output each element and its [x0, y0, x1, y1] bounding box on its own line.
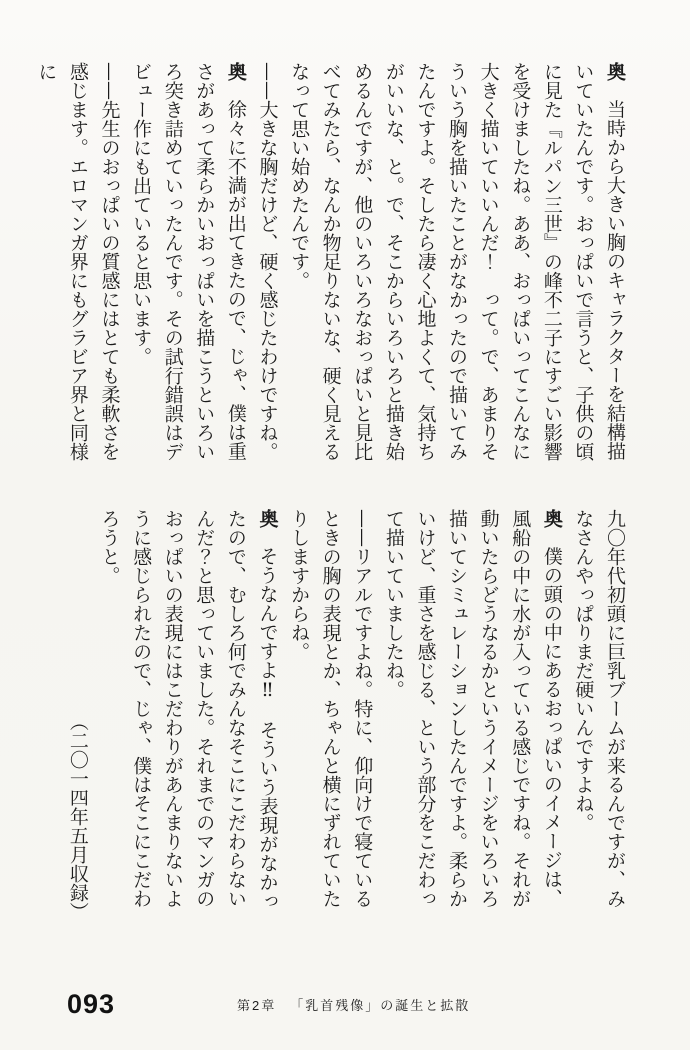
speaker-label: 奥 [256, 509, 279, 528]
speaker-label: 奥 [540, 509, 563, 528]
paragraph-interviewer-1 [251, 62, 283, 479]
text-block-top [35, 62, 630, 479]
paragraph-text: ——大きな胸だけど、硬く感じたわけですね。 [256, 62, 279, 461]
paragraph-oku-2 [125, 62, 251, 479]
paragraph-oku-4 [93, 509, 283, 921]
speaker-label: 奥 [224, 62, 247, 81]
paragraph-recording-date [61, 509, 93, 921]
running-footer [237, 995, 470, 1014]
paragraph-text: ——先生のおっぱいの質感にはとても柔軟さを感じます。エロマンガ界にもグラビア界と同様に [35, 62, 121, 461]
speaker-label: 奥 [604, 62, 626, 81]
chapter-label: 第2章 [237, 998, 277, 1013]
paragraph-oku-3 [377, 509, 567, 921]
paragraph-interviewer-3 [282, 509, 377, 921]
paragraph-text: 徐々に不満が出てきたので、じゃ、僕は重さがあって柔らかいおっぱいを描こうといろいろ突き詰めていったんです。その試行錯誤はデビュー作にも出ていると思います。 [130, 62, 247, 461]
paragraph-interviewer-2-continued [567, 509, 630, 921]
text-block-bottom [66, 509, 630, 921]
page-number: 093 [67, 989, 116, 1019]
chapter-title: 「乳首残像」の誕生と拡散 [290, 998, 471, 1013]
paragraph-text: そうなんですよ‼ そういう表現がなかったので、むしろ何でみんなそこにこだわらないんだ？と思っていました。それまでのマンガのおっぱいの表現にはこだわりがあんまりないように感じられたので、じゃ、僕はそこにこだわろうと。 [98, 509, 279, 911]
paragraph-text: 当時から大きい胸のキャラクターを結構描いていたんです。おっぱいで言うと、子供の頃に見た『ルパン三世』の峰不二子にすごい影響を受けましたね。ああ、おっぱいってこんなに大きく描いていいんだ！ って。で、あまりそういう胸を描いたことがなかったので描いてみたんですよ。そしたら凄く心地よくて、気持ちがいいな、と。で、そこからいろいろと描き始めるんですが、他のいろいろなおっぱいと見比べてみたら、なんか物足りないな、硬く見えるなって思い始めたんです。 [288, 62, 626, 461]
recording-date-text: （二〇一四年五月収録） [66, 712, 89, 921]
paragraph-text: 僕の頭の中にあるおっぱいのイメージは、風船の中に水が入っている感じですね。それが動いたらどうなるかというイメージをいろいろ描いてシミュレーションしたんですよ。柔らかいけど、重さを感じる、という部分をこだわって描いていましたね。 [382, 509, 563, 908]
paragraph-text: ——リアルですよね。特に、仰向けで寝ているときの胸の表現とか、ちゃんと横にずれていたりしますからね。 [288, 509, 374, 908]
paragraph-text: 九〇年代初頭に巨乳ブームが来るんですが、みなさんやっぱりまだ硬いんですよね。 [572, 509, 626, 908]
paragraph-interviewer-2 [30, 62, 125, 479]
paragraph-oku-1 [282, 62, 630, 479]
